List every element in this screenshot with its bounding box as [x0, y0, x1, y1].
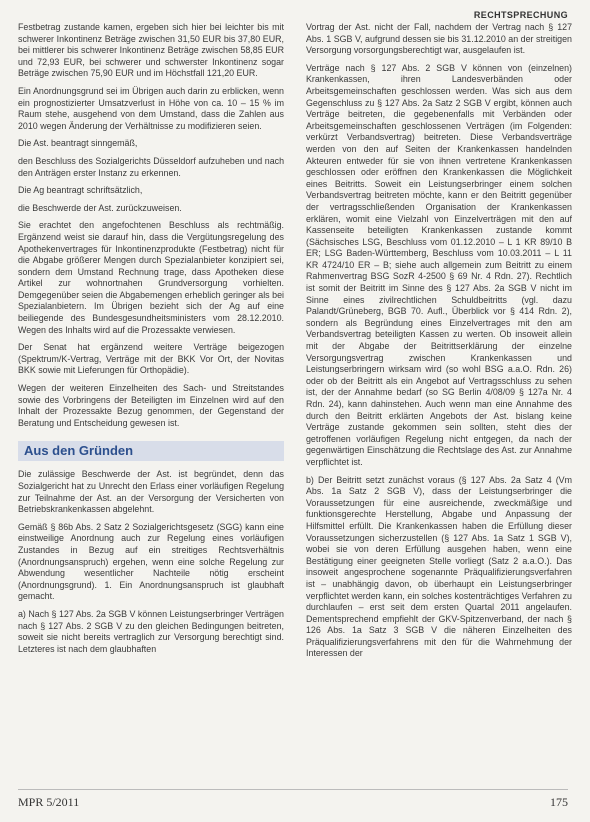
paragraph: b) Der Beitritt setzt zunächst voraus (§ 127 Abs. 2a Satz 4 (Vm Abs. 1a Satz 2 SGB V), dass der Leistungserbringer die Voraussetzungen für eine ausreichende, zweckmäßige und funktionsgerechte Herstellung, Abgabe und Anpassung der Hilfsmittel erfüllt. Die Krankenkassen haben die Erfüllung dieser Voraussetzungen sicherzustellen (§ 127 Abs. 1a Satz 1 SGB V), wobei sie von deren Erfüllung ausgehen haben, wenn eine Bestätigung einer geeigneten Stelle vorliegt (Satz 2 a.a.O.). Das insoweit angesprochene sogenannte Präqualifizierungsverfahren ist – unabhängig davon, ob überhaupt ein Leistungserbringer verpflichtet werden kann, ein solches kostenträchtiges Verfahren zu durchlaufen – erst seit dem ersten Quartal 2011 angelaufen. Dementsprechend empfiehlt der GKV-Spitzenverband, der nach § 126 Abs. 1a Satz 3 SGB V die näheren Einzelheiten des Präqualifizierungsverfahrens mit den für die Wahrnehmung der Interessen der: [306, 474, 572, 659]
journal-reference: MPR 5/2011: [18, 795, 80, 809]
paragraph: den Beschluss des Sozialgerichts Düsseldorf aufzuheben und nach den Anträgen erster Instanz zu erkennen.: [18, 155, 284, 178]
paragraph: Verträge nach § 127 Abs. 2 SGB V können von (einzelnen) Krankenkassen, ihren Landesverbänden oder Arbeitsgemeinschaften geschlossen werden. Was sich aus dem Gegenschluss zu § 127 Abs. 2a Satz 2 SGB V ergibt, können auch Verträge beitreten, die gegebenenfalls mit Verbänden oder Arbeitsgemeinschaften geschlossenen Verträgen (im Folgenden: verkürzt Verbandsvertrag) beitreten. Diese Verbandsverträge werden von den auf Seiten der Krankenkassen handelnden Akteuren entweder für sie von ihnen vertretene Krankenkassen geschlossen oder eröffnen den Krankenkassen die Möglichkeit eines Beitritts. Soweit ein Leistungserbringer einem solchen Verbandsvertrag beitreten möchte, kann er den Beitritt gegenüber der vertragsschließenden Organisation der Krankenkassen erklären, womit eine Vielzahl von Einzelverträgen mit den auf Kassenseite beteiligten Krankenkassen zustande kommt (Sächsisches LSG, Beschluss vom 01.12.2010 – L 1 KR 89/10 B ER; LSG Baden-Württemberg, Beschluss vom 10.03.2011 – L 11 KR 4724/10 ER – B; siehe auch allgemein zum Beitritt zu einem Rahmenvertrag BSG SozR 4-2500 § 69 Nr. 4 Rdn. 27). Rechtlich ist somit der Beitritt im Sinne des § 127 Abs. 2a SGB V nicht im Sinne eines zivilrechtlichen Schuldbeitritts (vgl. dazu Palandt/Grüneberg, BGB 70. Aufl., Überblick vor § 414 Rdn. 2), sondern als Begründung eines Einzelvertrages mit den am Verbandsvertrag beteiligten Kassen zu werten. Ob insoweit allein mit der Abgabe der Beitrittserklärung der einzelne Versorgungsvertrag zwischen Krankenkassen und Leistungserbringern wirksam wird (so wohl BSG a.a.O. Rdn. 26) oder ob der Beitritt als ein Angebot auf Vertragsschluss zu sehen ist, der der Annahme bedarf (so SG Berlin 4/08/09 § 127a Nr. 4 Rdn. 24), kann dahinstehen. Auch wenn man eine Annahme des durch den Beitritt erklärten Angebots der Ast. bislang keine Verträge zustande gekommen sein sollten, steht dies der getroffenen vorläufigen Regelung nicht entgegen, da nach der gegenwärtigen Einschätzung die Rechtslage des Ast. zur Annahme verpflichtet ist.: [306, 62, 572, 467]
paragraph: a) Nach § 127 Abs. 2a SGB V können Leistungserbringer Verträgen nach § 127 Abs. 2 SGB V zu den gleichen Bedingungen beitreten, soweit sie nicht bereits vertraglich zur Versorgung berechtigt sind. Letzteres ist nach dem glaubhaften: [18, 608, 284, 654]
section-label: RECHTSPRECHUNG: [473, 10, 568, 20]
paragraph: Gemäß § 86b Abs. 2 Satz 2 Sozialgerichtsgesetz (SGG) kann eine einstweilige Anordnung auch zur Regelung eines vorläufigen Zustandes in Bezug auf ein streitiges Rechtsverhältnis (Anordnungsanspruch) ergehen, wenn eine solche Regelung zur Abwendung wesentlicher Nachteile nötig erscheint (Anordnungsgrund). 1. Ein Anordnungsanspruch ist glaubhaft gemacht.: [18, 521, 284, 602]
paragraph: Die zulässige Beschwerde der Ast. ist begründet, denn das Sozialgericht hat zu Unrecht den Erlass einer vorläufigen Regelung zur Teilnahme der Ast. an der Versorgung der Versicherten von Betriebskrankenkassen abgelehnt.: [18, 469, 284, 515]
paragraph: Die Ast. beantragt sinngemäß,: [18, 138, 138, 149]
paragraph: Sie erachtet den angefochtenen Beschluss als rechtmäßig. Ergänzend weist sie darauf hin, dass die Vergütungsregelung des Apothekenvertrages für Inkontinenzprodukte (Festbetrag) nicht für die Abgabe größerer Mengen durch Spezialanbieter konzipiert sei, sondern dem Umstand Rechnung trage, dass Apotheken diese Artikel zur wohnortnahen Grundversorgung vorhielten. Demgegenüber seien die Abgabemengen erheblich geringer als bei Spezialanbietern. Im Übrigen bezieht sich der Ag auf eine beiliegende des Bundesgesundheitsministers vom 28.12.2010. Wegen des Inhalts wird auf die Prozessakte verwiesen.: [18, 220, 284, 335]
right-column: [306, 22, 572, 767]
left-column: [18, 22, 284, 767]
paragraph: Die Ag beantragt schriftsätzlich,: [18, 185, 143, 196]
paragraph: Wegen der weiteren Einzelheiten des Sach- und Streitstandes sowie des Vorbringens der Beteiligten im Einzelnen wird auf den Inhalt der Prozessakte Bezug genommen, der Gegenstand der Beratung und Entscheidung gewesen ist.: [18, 383, 284, 428]
paragraph: Ein Anordnungsgrund sei im Übrigen auch darin zu erblicken, wenn ein prognostizierter Umsatzverlust in Höhe von ca. 10 – 15 % im Raum stehe, ausgehend von dem Umstand, dass die Zahlen aus 2010 wegen Änderung der Verhältnisse zu modifizieren seien.: [18, 85, 284, 131]
paragraph: Festbetrag zustande kamen, ergeben sich hier bei leichter bis mit schwerer Inkontinenz Beträge zwischen 31,50 EUR bis 37,80 EUR, bei mittlerer bis schwerer Inkontinenz Beträge zwischen 58,85 EUR und 72,93 EUR, bei schwerer und schwerster Inkontinenz sogar Beträge zwischen 75,90 EUR und im Höchstfall 121,20 EUR.: [18, 22, 284, 79]
article-body: [18, 22, 572, 767]
page-number: 175: [550, 795, 568, 809]
section-heading: Aus den Gründen: [18, 441, 284, 461]
paragraph: Vortrag der Ast. nicht der Fall, nachdem der Vertrag nach § 127 Abs. 1 SGB V, aufgrund dessen sie bis 31.12.2010 an der streitigen Versorgung vorsorgungsberechtigt war, ausgelaufen ist.: [306, 22, 572, 56]
footer-divider: [18, 789, 568, 790]
paragraph: die Beschwerde der Ast. zurückzuweisen.: [18, 202, 182, 213]
paragraph: Der Senat hat ergänzend weitere Verträge beigezogen (Spektrum/K-Vertrag, Verträge mit der BKK Vor Ort, der Novitas BKK sowie mit Lieferungen für Orthopädie).: [18, 342, 284, 376]
